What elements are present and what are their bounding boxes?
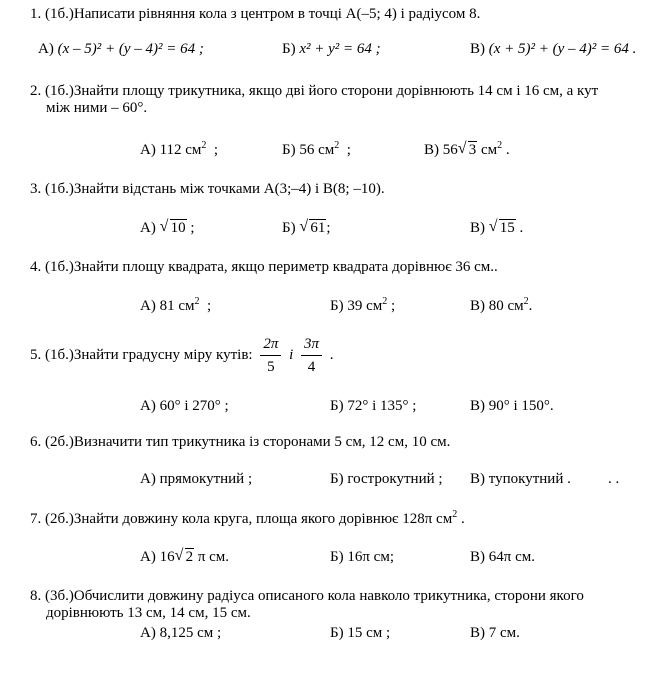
radicand: 61: [310, 220, 326, 236]
conjunction: і: [289, 347, 294, 363]
q1-option-a: [38, 40, 204, 58]
question-7-text: 7. (2б.)Знайти довжину кола круга, площа якого дорівнює 128π $см^2$ .: [30, 509, 465, 527]
option-text: А) 112 см: [140, 142, 202, 158]
radicand: 10: [170, 220, 186, 236]
superscript: 2: [194, 296, 200, 307]
fraction-2: [301, 335, 322, 376]
option-label: А): [38, 41, 54, 57]
option-text: А) 16: [140, 549, 175, 565]
fraction-numerator: 3π: [301, 335, 322, 356]
question-1-text: 1. (1б.)Написати рівняння кола з центром в точці A(–5; 4) і радіусом 8.: [30, 6, 481, 22]
fraction-numerator: 2π: [260, 335, 281, 356]
q2-option-c: В) 56√ 3 $см^2$ .: [424, 141, 510, 159]
option-label: В): [470, 220, 485, 236]
option-text: В) 80 см: [470, 298, 524, 314]
q3-option-a: А) √ 10 ;: [140, 219, 195, 237]
sqrt-symbol: [175, 548, 195, 566]
option-expression: (x + 5)² + (y – 4)² = 64 .: [488, 41, 637, 57]
radicand: 3: [468, 142, 477, 158]
q5-option-c: В) 90° і 150°.: [470, 398, 554, 414]
q4-option-c: В) 80 $см^2$.: [470, 296, 533, 314]
q8-option-a: А) 8,125 см ;: [140, 625, 222, 641]
question-5-prompt: 5. (1б.)Знайти градусну міру кутів:: [30, 347, 253, 363]
q2-option-b: Б) 56 $см^2$ ;: [282, 140, 351, 158]
superscript: 2: [201, 140, 207, 151]
question-2-text-line2: між ними – 60°.: [46, 100, 148, 116]
superscript: 2: [334, 140, 340, 151]
option-label: Б): [282, 220, 296, 236]
q8-option-c: В) 7 см.: [470, 625, 520, 641]
option-label: Б): [282, 41, 296, 57]
question-2-text-line1: 2. (1б.)Знайти площу трикутника, якщо дві його сторони дорівнюють 14 см і 16 см, а кут: [30, 83, 599, 99]
q1-option-b: [282, 40, 381, 58]
q6-trailing-dots: . .: [608, 471, 620, 487]
fraction-denominator: 5: [267, 359, 275, 376]
fraction-denominator: 4: [307, 359, 316, 376]
sqrt-symbol: [489, 219, 516, 237]
q1-option-c: [470, 40, 636, 58]
option-text: В) 56: [424, 142, 458, 158]
question-8-text-line2: дорівнюють 13 см, 14 см, 15 см.: [46, 605, 251, 621]
q4-option-b: Б) 39 $см^2$ ;: [330, 296, 396, 314]
q7-option-a: [140, 548, 229, 566]
q7-option-b: Б) 16π см;: [330, 549, 394, 565]
q3-option-c: В) √ 15 .: [470, 219, 523, 237]
question-6-text: 6. (2б.)Визначити тип трикутника із сторонами 5 см, 12 см, 10 см.: [30, 434, 451, 450]
q5-option-b: Б) 72° і 135° ;: [330, 398, 417, 414]
option-text: А) 81 см: [140, 298, 195, 314]
option-label: В): [470, 41, 485, 57]
q8-option-b: Б) 15 см ;: [330, 625, 391, 641]
question-7-prompt: 7. (2б.)Знайти довжину кола круга, площа якого дорівнює 128π см: [30, 511, 453, 527]
option-expression: x² + y² = 64 ;: [299, 41, 381, 57]
option-label: А): [140, 220, 156, 236]
question-4-text: 4. (1б.)Знайти площу квадрата, якщо периметр квадрата дорівнює 36 см..: [30, 259, 498, 275]
superscript: 2: [382, 296, 388, 307]
superscript: 2: [497, 140, 503, 151]
radicand: 2: [185, 549, 194, 565]
q2-option-a: А) 112 $см^2$ ;: [140, 140, 219, 158]
q6-option-b: Б) гострокутний ;: [330, 471, 443, 487]
question-8-text-line1: 8. (3б.)Обчислити довжину радіуса описаного кола навколо трикутника, сторони якого: [30, 588, 584, 604]
option-text: Б) 39 см: [330, 298, 383, 314]
sqrt-symbol: [299, 219, 326, 237]
unit-text: см: [481, 142, 498, 158]
q3-option-b: Б) √ 61;: [282, 219, 331, 237]
superscript: 2: [523, 296, 529, 307]
question-5-text: 5. (1б.)Знайти градусну міру кутів: $\frac{2\pi}{5}$ і $\frac{3\pi}{4}$ .: [30, 336, 334, 376]
superscript: 2: [452, 509, 458, 520]
option-expression: (x – 5)² + (y – 4)² = 64 ;: [57, 41, 204, 57]
q6-option-c: В) тупокутний .: [470, 471, 571, 487]
option-text: Б) 56 см: [282, 142, 335, 158]
question-3-text: 3. (1б.)Знайти відстань між точками A(3;–4) і B(8; –10).: [30, 181, 385, 197]
radicand: 15: [499, 220, 515, 236]
q7-option-c: В) 64π см.: [470, 549, 535, 565]
unit-text: π см.: [197, 549, 230, 565]
q4-option-a: А) 81 $см^2$ ;: [140, 296, 212, 314]
sqrt-symbol: [458, 141, 478, 159]
fraction-1: [260, 335, 281, 376]
q6-option-a: А) прямокутний ;: [140, 471, 253, 487]
sqrt-symbol: [160, 219, 187, 237]
q5-option-a: А) 60° і 270° ;: [140, 398, 229, 414]
